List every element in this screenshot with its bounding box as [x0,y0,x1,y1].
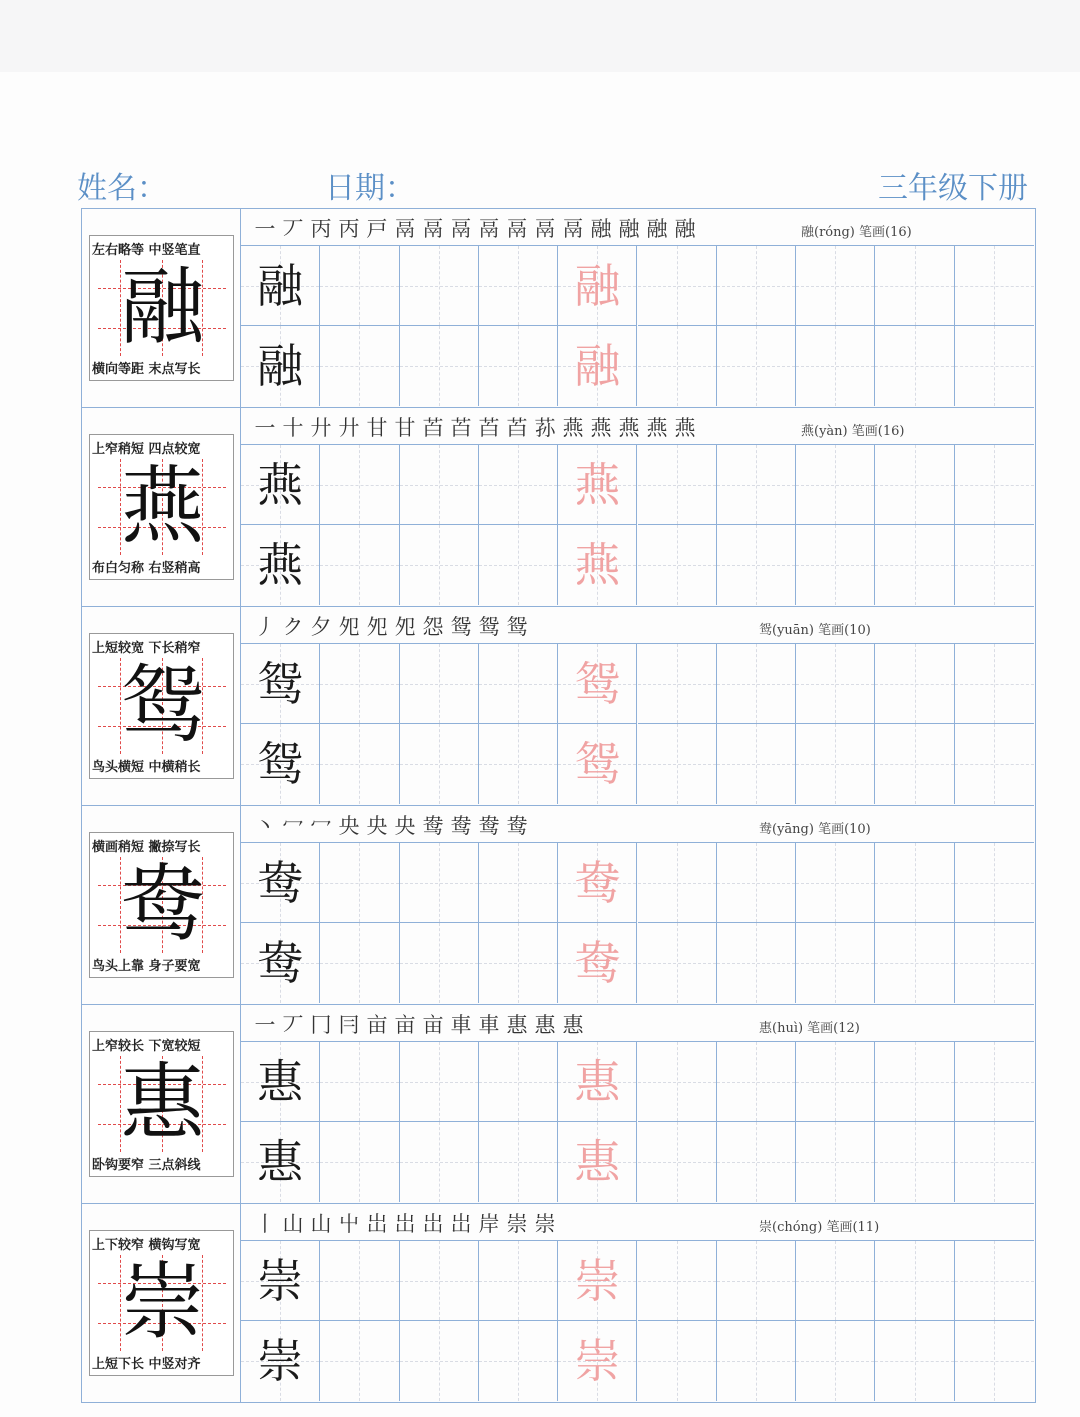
practice-cell[interactable] [558,1321,637,1401]
model-character: 惠 [120,1054,205,1152]
practice-cell[interactable] [717,843,796,923]
practice-cell[interactable] [717,246,796,326]
stroke-step: 鬲 [506,217,528,241]
practice-cell[interactable] [479,1042,558,1122]
model-character: 燕 [120,457,205,555]
stroke-step: 央 [338,814,360,838]
model-panel [82,806,241,1004]
stroke-step: 惠 [534,1013,556,1037]
practice-cell[interactable] [955,1122,1034,1202]
practice-cell[interactable] [400,1321,479,1401]
practice-cell[interactable] [320,525,399,605]
stroke-order-row [241,209,1034,246]
stroke-step: 融 [618,217,640,241]
practice-cell[interactable] [717,1122,796,1202]
practice-cell[interactable] [320,843,399,923]
stroke-step: 岀 [450,1212,472,1236]
stroke-step: 甘 [394,416,416,440]
stroke-step: 亩 [366,1013,388,1037]
practice-cell[interactable] [241,1321,320,1401]
stroke-step: 亩 [394,1013,416,1037]
practice-cell[interactable] [479,923,558,1003]
practice-cell[interactable] [955,1042,1034,1122]
stroke-step: 鬲 [478,217,500,241]
practice-area [241,607,1034,805]
practice-cell[interactable] [875,843,954,923]
sample-character: 鸯 [257,936,304,990]
practice-cell[interactable] [558,326,637,406]
stroke-step: 夗 [366,615,388,639]
practice-cell[interactable] [796,246,875,326]
stroke-step: 一 [254,416,276,440]
stroke-step: 十 [282,416,304,440]
model-panel [82,1005,241,1203]
trace-character: 惠 [574,1055,621,1109]
writing-tip-bottom: 鸟头横短 中横稍长 [92,760,201,775]
stroke-sequence [251,213,699,243]
stroke-step: 鸳 [450,615,472,639]
practice-cell[interactable] [241,246,320,326]
model-card [89,434,234,580]
writing-tip-top: 上窄较长 下宽较短 [92,1039,201,1054]
practice-cell[interactable] [638,445,717,525]
stroke-sequence [251,412,699,442]
top-band [0,0,1080,72]
practice-cell[interactable] [400,724,479,804]
practice-cell[interactable] [638,724,717,804]
practice-cell[interactable] [241,445,320,525]
practice-cell[interactable] [241,923,320,1003]
practice-cell[interactable] [400,923,479,1003]
stroke-order-row [241,1204,1034,1241]
stroke-order-row [241,607,1034,644]
practice-cell[interactable] [717,644,796,724]
stroke-info: 鸯(yāng) 笔画(10) [759,822,871,837]
stroke-step: 惠 [506,1013,528,1037]
stroke-sequence [251,810,531,840]
stroke-step: 冂 [310,1013,332,1037]
sample-character: 鸳 [257,657,304,711]
practice-cell[interactable] [241,326,320,406]
writing-tip-top: 上短较宽 下长稍窄 [92,641,201,656]
practice-grid [241,1042,1034,1202]
practice-cell[interactable] [479,644,558,724]
trace-character: 崇 [574,1334,621,1388]
practice-cell[interactable] [717,525,796,605]
stroke-step: 燕 [562,416,584,440]
name-label: 姓名： [77,171,167,206]
practice-cell[interactable] [796,1241,875,1321]
character-block [82,209,1034,408]
practice-cell[interactable] [400,1042,479,1122]
trace-character: 燕 [574,538,621,592]
practice-grid [241,1241,1034,1401]
stroke-info: 燕(yàn) 笔画(16) [801,424,905,439]
practice-cell[interactable] [400,1241,479,1321]
stroke-step: 夕 [310,615,332,639]
practice-cell[interactable] [717,1042,796,1122]
sample-character: 惠 [257,1055,304,1109]
practice-cell[interactable] [717,724,796,804]
date-label: 日期： [325,171,415,206]
sample-character: 融 [257,259,304,313]
stroke-step: 燕 [646,416,668,440]
practice-cell[interactable] [955,326,1034,406]
trace-character: 鸳 [574,657,621,711]
model-panel [82,209,241,407]
sample-character: 燕 [257,538,304,592]
practice-cell[interactable] [717,1321,796,1401]
stroke-step: 鸯 [450,814,472,838]
stroke-step: 央 [366,814,388,838]
practice-cell[interactable] [320,445,399,525]
model-panel [82,408,241,606]
stroke-step: 亩 [422,1013,444,1037]
practice-cell[interactable] [558,246,637,326]
stroke-step: 丿 [254,615,276,639]
stroke-step: 央 [394,814,416,838]
trace-character: 鸯 [574,856,621,910]
character-block [82,1204,1034,1403]
writing-tip-bottom: 横向等距 末点写长 [92,362,201,377]
stroke-step: 燕 [674,416,696,440]
sample-character: 崇 [257,1254,304,1308]
stroke-step: 岀 [366,1212,388,1236]
sample-character: 融 [257,339,304,393]
practice-cell[interactable] [400,644,479,724]
practice-cell[interactable] [955,1241,1034,1321]
practice-cell[interactable] [796,1042,875,1122]
stroke-step: 冖 [282,814,304,838]
stroke-step: 丙 [338,217,360,241]
trace-character: 融 [574,259,621,313]
practice-cell[interactable] [638,1241,717,1321]
practice-cell[interactable] [875,1122,954,1202]
practice-cell[interactable] [479,1321,558,1401]
model-panel [82,607,241,805]
practice-cell[interactable] [638,1042,717,1122]
stroke-step: 車 [478,1013,500,1037]
stroke-step: 鸯 [422,814,444,838]
stroke-sequence [251,1009,587,1039]
practice-cell[interactable] [955,923,1034,1003]
stroke-step: 丆 [282,1013,304,1037]
stroke-step: 丙 [310,217,332,241]
practice-cell[interactable] [796,1122,875,1202]
practice-cell[interactable] [875,525,954,605]
practice-area [241,1005,1034,1203]
stroke-step: 燕 [590,416,612,440]
practice-cell[interactable] [558,724,637,804]
model-character: 崇 [120,1253,205,1351]
practice-cell[interactable] [400,246,479,326]
practice-grid [241,445,1034,605]
practice-cell[interactable] [479,1122,558,1202]
practice-cell[interactable] [400,525,479,605]
practice-cell[interactable] [241,525,320,605]
practice-cell[interactable] [638,644,717,724]
practice-grid [241,644,1034,804]
stroke-step: 甘 [366,416,388,440]
practice-cell[interactable] [320,1241,399,1321]
model-panel [82,1204,241,1403]
practice-cell[interactable] [558,843,637,923]
stroke-step: 廾 [310,416,332,440]
practice-area [241,408,1034,606]
stroke-step: 鬲 [562,217,584,241]
practice-cell[interactable] [955,1321,1034,1401]
practice-cell[interactable] [875,724,954,804]
practice-cell[interactable] [638,1122,717,1202]
practice-cell[interactable] [638,923,717,1003]
stroke-step: 融 [646,217,668,241]
practice-cell[interactable] [479,525,558,605]
stroke-step: 戸 [366,217,388,241]
practice-cell[interactable] [400,445,479,525]
practice-cell[interactable] [320,1042,399,1122]
stroke-step: 崇 [534,1212,556,1236]
grade-label: 三年级下册 [878,171,1028,206]
stroke-step: 鸳 [478,615,500,639]
sample-character: 鸯 [257,856,304,910]
practice-cell[interactable] [875,1241,954,1321]
writing-tip-top: 横画稍短 撇捺写长 [92,840,201,855]
practice-cell[interactable] [320,1321,399,1401]
practice-area [241,1204,1034,1403]
stroke-step: 融 [590,217,612,241]
practice-cell[interactable] [796,525,875,605]
practice-cell[interactable] [400,326,479,406]
stroke-step: 苩 [450,416,472,440]
practice-cell[interactable] [875,246,954,326]
stroke-info: 融(róng) 笔画(16) [801,225,912,240]
practice-cell[interactable] [796,644,875,724]
stroke-step: 山 [282,1212,304,1236]
stroke-info: 鸳(yuān) 笔画(10) [759,623,871,638]
stroke-step: 荪 [534,416,556,440]
practice-cell[interactable] [955,724,1034,804]
stroke-step: 冃 [338,1013,360,1037]
practice-cell[interactable] [955,525,1034,605]
practice-grid [241,843,1034,1003]
practice-cell[interactable] [400,843,479,923]
writing-tip-bottom: 布白匀称 右竖稍高 [92,561,201,576]
stroke-sequence [251,1208,559,1238]
sample-character: 惠 [257,1135,304,1189]
character-block [82,607,1034,806]
practice-cell[interactable] [875,923,954,1003]
model-character: 融 [120,258,205,356]
stroke-step: 鸯 [478,814,500,838]
stroke-step: 惠 [562,1013,584,1037]
practice-cell[interactable] [875,1321,954,1401]
practice-cell[interactable] [796,1321,875,1401]
stroke-step: 一 [254,1013,276,1037]
stroke-step: 丨 [254,1212,276,1236]
practice-cell[interactable] [638,843,717,923]
stroke-sequence [251,611,531,641]
stroke-info: 崇(chóng) 笔画(11) [759,1220,880,1235]
sample-character: 崇 [257,1334,304,1388]
stroke-step: 鬲 [394,217,416,241]
stroke-step: 屮 [338,1212,360,1236]
practice-cell[interactable] [558,1042,637,1122]
writing-tip-bottom: 鸟头上靠 身子要宽 [92,959,201,974]
stroke-step: 崇 [506,1212,528,1236]
stroke-step: 車 [450,1013,472,1037]
practice-cell[interactable] [796,445,875,525]
stroke-step: ク [282,615,304,639]
stroke-step: 岀 [422,1212,444,1236]
practice-cell[interactable] [638,1321,717,1401]
practice-sheet [81,208,1036,1403]
stroke-step: 鬲 [450,217,472,241]
trace-character: 惠 [574,1135,621,1189]
stroke-step: 鬲 [422,217,444,241]
practice-cell[interactable] [875,326,954,406]
practice-cell[interactable] [796,843,875,923]
practice-cell[interactable] [241,1122,320,1202]
practice-cell[interactable] [558,1122,637,1202]
stroke-step: 鸯 [506,814,528,838]
stroke-step: 夗 [338,615,360,639]
practice-cell[interactable] [955,445,1034,525]
writing-tip-top: 左右略等 中竖笔直 [92,243,201,258]
practice-cell[interactable] [320,644,399,724]
stroke-order-row [241,408,1034,445]
stroke-step: 苩 [478,416,500,440]
stroke-info: 惠(huì) 笔画(12) [759,1021,860,1036]
practice-cell[interactable] [320,326,399,406]
trace-character: 鸯 [574,936,621,990]
model-character: 鸯 [120,855,205,953]
practice-cell[interactable] [479,724,558,804]
practice-cell[interactable] [558,923,637,1003]
writing-tip-bottom: 上短下长 中竖对齐 [92,1357,201,1372]
stroke-step: 廾 [338,416,360,440]
writing-tip-bottom: 卧钩要窄 三点斜线 [92,1158,201,1173]
stroke-step: 鸳 [506,615,528,639]
practice-cell[interactable] [717,326,796,406]
stroke-step: 冖 [310,814,332,838]
stroke-step: 丶 [254,814,276,838]
practice-cell[interactable] [638,246,717,326]
stroke-step: 夗 [394,615,416,639]
stroke-step: 岀 [394,1212,416,1236]
practice-cell[interactable] [241,724,320,804]
stroke-step: 苩 [506,416,528,440]
model-card [89,633,234,779]
practice-cell[interactable] [638,326,717,406]
model-card [89,832,234,978]
practice-cell[interactable] [558,644,637,724]
stroke-order-row [241,1005,1034,1042]
practice-cell[interactable] [638,525,717,605]
stroke-step: 怨 [422,615,444,639]
practice-cell[interactable] [479,326,558,406]
practice-cell[interactable] [479,1241,558,1321]
character-block [82,408,1034,607]
stroke-order-row [241,806,1034,843]
practice-cell[interactable] [796,326,875,406]
practice-grid [241,246,1034,406]
practice-cell[interactable] [241,1042,320,1122]
practice-cell[interactable] [875,644,954,724]
practice-cell[interactable] [320,724,399,804]
stroke-step: 丆 [282,217,304,241]
model-card [89,235,234,381]
practice-area [241,209,1034,407]
practice-cell[interactable] [955,246,1034,326]
practice-cell[interactable] [955,843,1034,923]
stroke-step: 鬲 [534,217,556,241]
sample-character: 燕 [257,458,304,512]
practice-cell[interactable] [479,843,558,923]
writing-tip-top: 上窄稍短 四点较宽 [92,442,201,457]
practice-cell[interactable] [241,1241,320,1321]
practice-cell[interactable] [320,246,399,326]
stroke-step: 岸 [478,1212,500,1236]
practice-cell[interactable] [241,843,320,923]
trace-character: 燕 [574,458,621,512]
practice-cell[interactable] [558,525,637,605]
practice-cell[interactable] [717,923,796,1003]
practice-cell[interactable] [320,923,399,1003]
trace-character: 崇 [574,1254,621,1308]
model-card [89,1230,234,1376]
model-card [89,1031,234,1177]
practice-cell[interactable] [875,1042,954,1122]
practice-cell[interactable] [479,445,558,525]
character-block [82,1005,1034,1204]
practice-cell[interactable] [717,445,796,525]
stroke-step: 燕 [618,416,640,440]
practice-cell[interactable] [796,923,875,1003]
trace-character: 融 [574,339,621,393]
writing-tip-top: 上下较窄 横钩写宽 [92,1238,201,1253]
practice-cell[interactable] [796,724,875,804]
practice-cell[interactable] [479,246,558,326]
practice-cell[interactable] [320,1122,399,1202]
stroke-step: 融 [674,217,696,241]
practice-cell[interactable] [955,644,1034,724]
practice-cell[interactable] [717,1241,796,1321]
practice-cell[interactable] [400,1122,479,1202]
stroke-step: 苩 [422,416,444,440]
practice-cell[interactable] [558,1241,637,1321]
stroke-step: 一 [254,217,276,241]
practice-area [241,806,1034,1004]
practice-cell[interactable] [875,445,954,525]
practice-cell[interactable] [241,644,320,724]
stroke-step: 山 [310,1212,332,1236]
sample-character: 鸳 [257,737,304,791]
practice-cell[interactable] [558,445,637,525]
model-character: 鸳 [120,656,205,754]
character-block [82,806,1034,1005]
trace-character: 鸳 [574,737,621,791]
